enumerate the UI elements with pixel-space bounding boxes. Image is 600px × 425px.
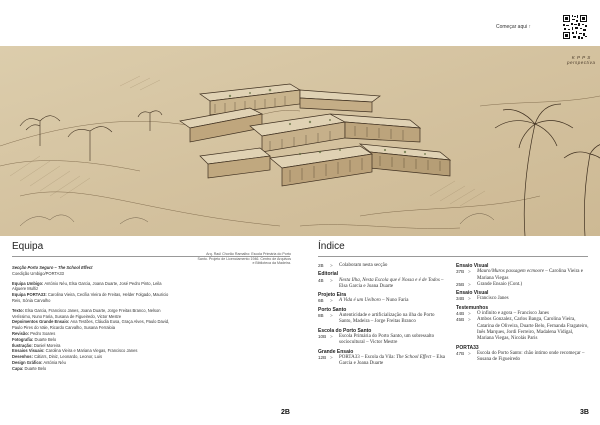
credit-value: Elsa Garcia, Francisco Janes, Joana Duarte, Jorge Freitas Branco, Nelson Veríssimo, Nuno Faria, Susana de Figueiredo, Victor Mestre bbox=[12, 307, 161, 319]
credit-value: Duarte Belo bbox=[34, 336, 57, 342]
toc-entry[interactable] bbox=[456, 296, 590, 302]
credits-contributors bbox=[12, 308, 172, 372]
credit-label: Desenhos: bbox=[12, 354, 33, 360]
toc-section bbox=[456, 345, 590, 364]
toc-page-number: 37B bbox=[456, 269, 465, 275]
toc-page-number: 45B bbox=[456, 317, 465, 323]
toc-section-title: PORTA33 bbox=[456, 344, 479, 351]
arrow-right-icon: > bbox=[330, 313, 333, 319]
toc-page-number: 10B bbox=[318, 333, 327, 339]
team-title: Equipa bbox=[12, 241, 44, 252]
credits-teams bbox=[12, 281, 172, 304]
toc-section bbox=[456, 263, 590, 288]
toc-section bbox=[456, 290, 590, 303]
arrow-right-icon: > bbox=[468, 311, 471, 317]
credit-label: Design Gráfico: bbox=[12, 359, 43, 365]
toc-entry-text: Colaboram nesta secção bbox=[339, 263, 388, 268]
toc-section-title: Projeto Eira bbox=[318, 292, 347, 299]
toc-entry[interactable] bbox=[456, 282, 590, 288]
toc-entry-text: Grande Ensaio (Cont.) bbox=[477, 281, 523, 287]
toc-page-number: 12B bbox=[318, 354, 327, 360]
credit-value: Carolina Vieira e Mariana Viegas, Francisco Janes bbox=[45, 348, 138, 354]
credit-label: Fotografia: bbox=[12, 336, 34, 342]
toc-entry[interactable] bbox=[318, 334, 446, 347]
toc-page-number: 2B bbox=[318, 263, 324, 268]
credit-label: Equipa PORTA33: bbox=[12, 292, 47, 298]
toc-page-number: 47B bbox=[456, 350, 465, 356]
architectural-perspective-drawing bbox=[0, 46, 600, 236]
toc-column-2 bbox=[456, 263, 590, 365]
toc-entry[interactable] bbox=[456, 351, 590, 364]
credits-section-header bbox=[12, 265, 172, 277]
arrow-right-icon: > bbox=[468, 317, 471, 323]
toc-entry-text: Mauro/Muros passagem ecmoore – Carolina Vieira e Mariana Viegas bbox=[477, 269, 583, 281]
toc-entry-text: Francisco Janes bbox=[477, 296, 509, 302]
toc-section-title: Porto Santo bbox=[318, 306, 347, 313]
toc-entry[interactable] bbox=[318, 278, 446, 291]
toc-entry-text: O infinito e agora – Francisco Janes bbox=[477, 311, 549, 317]
toc-page-number: 34B bbox=[456, 296, 465, 302]
toc-page-number: 44B bbox=[456, 311, 465, 317]
toc-page-number: 6B bbox=[318, 298, 324, 304]
toc-entry[interactable] bbox=[456, 269, 590, 282]
arrow-right-icon: > bbox=[468, 296, 471, 302]
drawing-label: K P P S perspectiva bbox=[567, 55, 596, 65]
credit-label: Depoimentos Grande Ensaio: bbox=[12, 319, 70, 325]
toc-section bbox=[318, 349, 446, 368]
toc-section-title: Editorial bbox=[318, 271, 339, 278]
toc-section-title: Ensaio Visual bbox=[456, 263, 489, 269]
credit-label: Ilustração: bbox=[12, 342, 33, 348]
toc-section bbox=[456, 305, 590, 343]
toc-entry-text: Nesta Ilha, Nesta Escola que é Nossa e é de Todos – Elsa Garcia e Joana Duarte bbox=[339, 277, 444, 289]
credit-value: Pedro Soares bbox=[30, 330, 56, 336]
credit-label: Texto: bbox=[12, 307, 24, 313]
toc-entry-text: Autenticidade e artificialização na ilha do Porto Santo, Madeira – Jorge Freitas Branco bbox=[339, 313, 435, 325]
arrow-right-icon: > bbox=[330, 298, 333, 304]
toc-column-1 bbox=[318, 263, 446, 369]
toc-section-title: Escola do Porto Santo bbox=[318, 327, 372, 334]
credit-value: Carolina Vieira, Cecília Vieira de Freitas, Helder Folgado, Mauricio Reis, Sónia Carvalho bbox=[12, 292, 169, 303]
arrow-right-icon: > bbox=[330, 354, 333, 360]
qr-code[interactable] bbox=[562, 14, 588, 40]
index-title-rule bbox=[318, 256, 588, 257]
toc-section-title: Grande Ensaio bbox=[318, 348, 354, 355]
toc-section-title: Ensaio Visual bbox=[456, 290, 489, 297]
arrow-right-icon: > bbox=[468, 269, 471, 275]
arrow-right-icon: > bbox=[468, 350, 471, 356]
toc-entry[interactable] bbox=[318, 263, 446, 269]
page-number-right: 3B bbox=[580, 409, 589, 416]
arrow-right-icon: > bbox=[330, 263, 333, 268]
credits-coedition: Coedição Umbigo/PORTA33 bbox=[12, 270, 64, 276]
credit-label: Equipa Umbigo: bbox=[12, 280, 44, 286]
toc-section bbox=[318, 328, 446, 347]
image-caption: Arq. Raúl Chorão Ramalho: Escola Primária do Porto Santo. Projeto de Licenciamento 1946. Centro de Arquivos e Biblioteca da Madeira. bbox=[197, 252, 291, 266]
credit-label: Revisão: bbox=[12, 330, 30, 336]
credit-value: Ana Testões, Cláudia Eusa, Graça Alves, Paulo David, Paulo Pires do Vale, Ricardo Carvalho, Susana Ferraloia bbox=[12, 319, 170, 331]
index-title: Índice bbox=[318, 241, 345, 252]
credits-section-title: Secção Porto Seguro – The School Effect bbox=[12, 265, 93, 270]
credits-list bbox=[12, 265, 172, 376]
toc-entry[interactable] bbox=[318, 298, 446, 304]
toc-entry-text: Escola do Porto Santo: chão íntimo onde recomeçar – Susana de Figueiredo bbox=[477, 350, 585, 363]
credit-value: Cátia's, Diniz, Leonardo, Leonor, Luis bbox=[34, 354, 102, 360]
credit-label: Capa: bbox=[12, 365, 24, 371]
toc-section bbox=[318, 271, 446, 290]
toc-entry-text: Ambos Gonzalez, Carlos Banga, Carolina Vieira, Catarina de Oliveira, Duarte Belo, Fernanda Fragateiro, Inês Marques, Jordi Ferreiro, Madalena Vidigal, Mariana Viegas, Nicolás Paris bbox=[477, 317, 589, 342]
toc-page-number: 4B bbox=[318, 277, 324, 283]
toc-entry-text: Escola Primária do Porto Santo, um sobressalto sociocultural – Victor Mestre bbox=[339, 333, 435, 346]
arrow-right-icon: > bbox=[468, 281, 471, 287]
toc-entry[interactable] bbox=[318, 355, 446, 368]
toc-entry-text: PORTA33 – Escola da Vila: The School Effect – Elsa Garcia e Joana Duarte bbox=[339, 354, 445, 367]
toc-entry-text: A Vida é um Ueiboro – Nuno Faria bbox=[339, 298, 409, 304]
credit-value: Antónia Néu bbox=[43, 359, 66, 365]
arrow-right-icon: > bbox=[330, 277, 333, 283]
toc-section bbox=[318, 263, 446, 269]
toc-entry[interactable] bbox=[318, 313, 446, 326]
toc-page-number: 8B bbox=[318, 313, 324, 319]
page-number-left: 2B bbox=[281, 409, 290, 416]
toc-section bbox=[318, 307, 446, 326]
toc-section bbox=[318, 292, 446, 305]
credit-value: Daniel Moreira bbox=[33, 342, 61, 348]
arrow-right-icon: > bbox=[330, 333, 333, 339]
school-perspective-sketch bbox=[0, 46, 600, 236]
scan-here-text: Começar aqui ↑ bbox=[496, 24, 532, 30]
toc-page-number: 25B bbox=[456, 281, 465, 287]
toc-entry[interactable] bbox=[456, 317, 590, 342]
toc-section-title: Testemunhos bbox=[456, 304, 489, 311]
credit-value: António Néu, Elsa Garcia, Joana Duarte, José Pedro Pinto, Leila Alguere Muñiz bbox=[12, 280, 162, 292]
credit-value: Duarte Belo bbox=[24, 365, 47, 371]
credit-label: Ensaios Visuais: bbox=[12, 348, 45, 354]
